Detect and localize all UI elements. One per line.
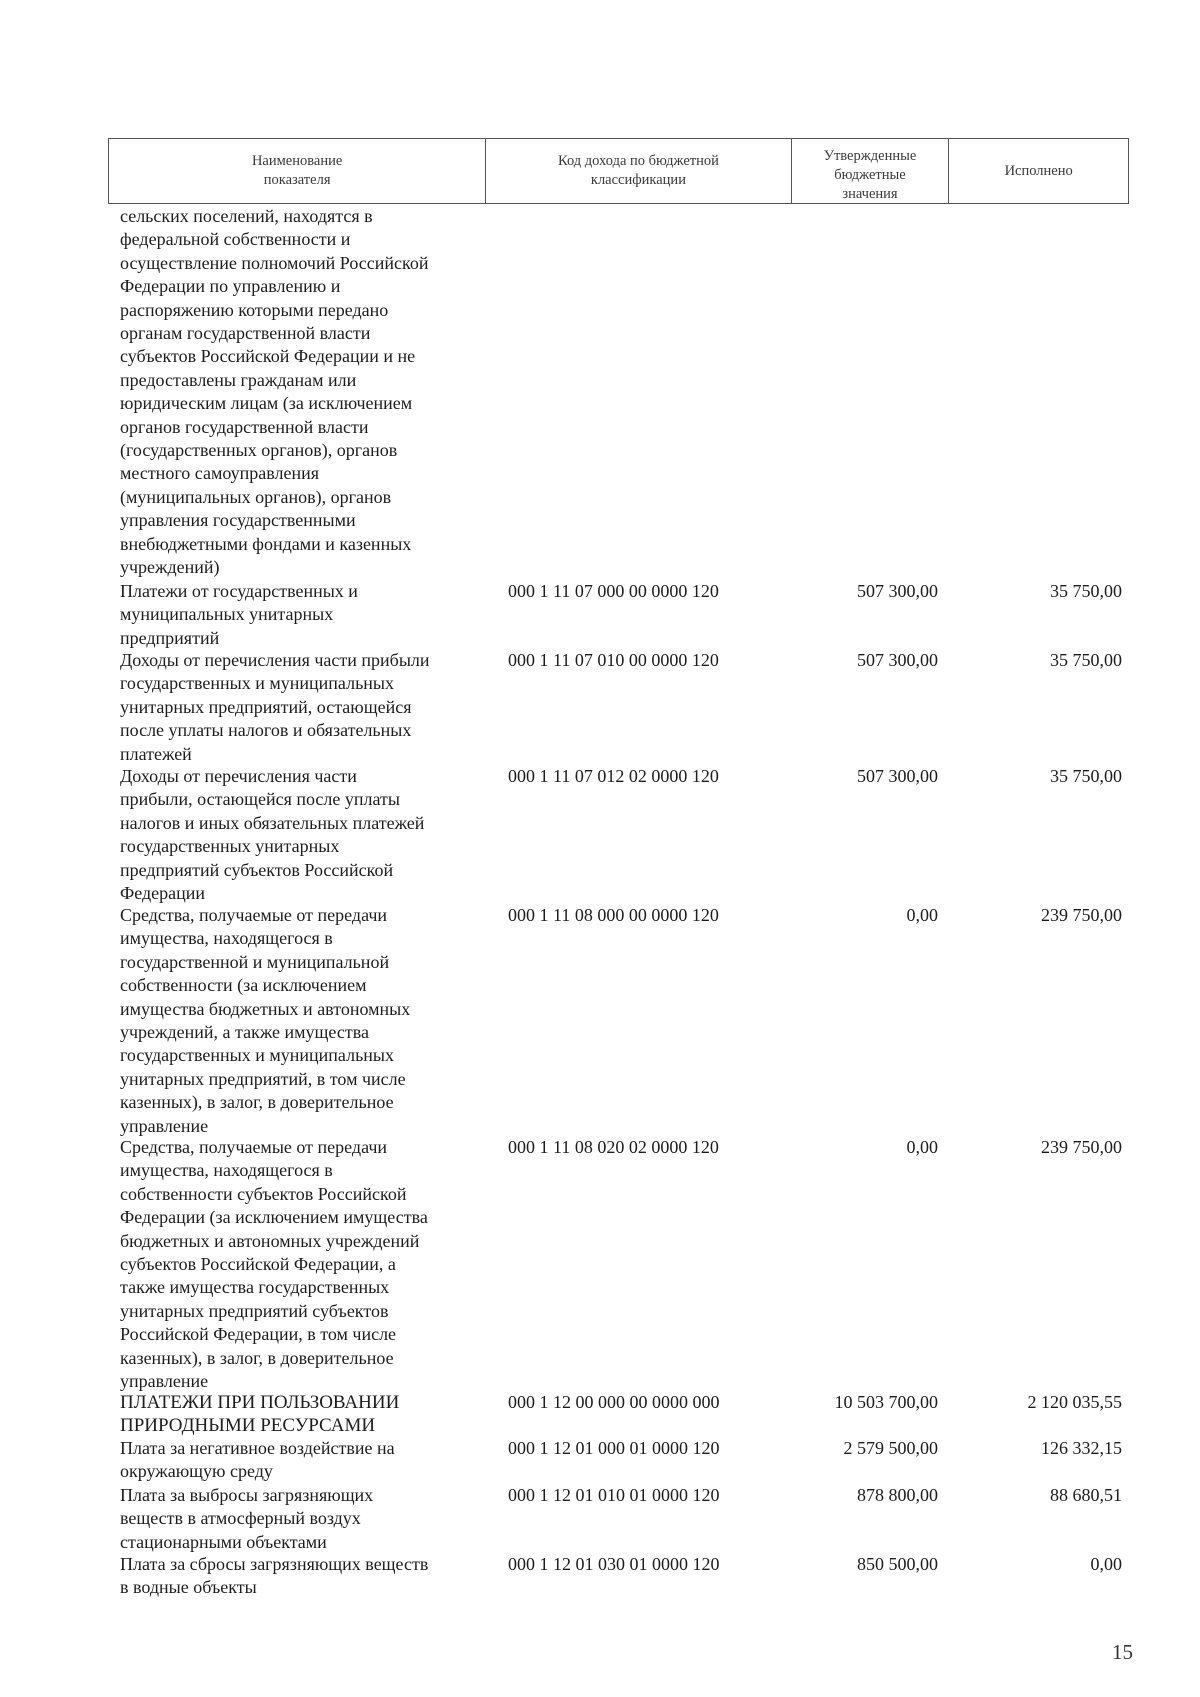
row-name: Доходы от перечисления части прибыли государственных и муниципальных унитарных предприятий, остающейся после уплаты налогов и обязательных платежей bbox=[120, 650, 430, 764]
row-executed: 2 120 035,55 bbox=[1027, 1392, 1122, 1412]
row-code: 000 1 11 07 000 00 0000 120 bbox=[508, 581, 719, 601]
row-name: Плата за негативное воздействие на окружающую среду bbox=[120, 1438, 395, 1482]
row-executed: 35 750,00 bbox=[1050, 581, 1122, 601]
row-name: Доходы от перечисления части прибыли, остающейся после уплаты налогов и иных обязательных платежей государственных унитарных предприятий субъектов Российской Федерации bbox=[120, 766, 425, 904]
row-approved: 850 500,00 bbox=[857, 1554, 938, 1574]
row-executed: 126 332,15 bbox=[1041, 1438, 1122, 1458]
row-code: 000 1 11 07 012 02 0000 120 bbox=[508, 766, 719, 786]
row-name: ПЛАТЕЖИ ПРИ ПОЛЬЗОВАНИИ ПРИРОДНЫМИ РЕСУРСАМИ bbox=[120, 1392, 400, 1436]
row-name: Плата за выбросы загрязняющих веществ в атмосферный воздух стационарными объектами bbox=[120, 1485, 374, 1552]
header-code bbox=[486, 139, 791, 203]
row-code: 000 1 11 08 000 00 0000 120 bbox=[508, 905, 719, 925]
row-code: 000 1 12 00 000 00 0000 000 bbox=[508, 1392, 720, 1412]
row-approved: 0,00 bbox=[906, 1137, 938, 1157]
row-approved: 878 800,00 bbox=[857, 1485, 938, 1505]
header-executed-label: Исполнено bbox=[1004, 162, 1073, 179]
header-executed bbox=[949, 139, 1128, 203]
row-code: 000 1 12 01 010 01 0000 120 bbox=[508, 1485, 720, 1505]
header-name bbox=[109, 139, 486, 203]
table-header bbox=[108, 138, 1129, 204]
row-code: 000 1 11 08 020 02 0000 120 bbox=[508, 1137, 719, 1157]
header-code-label: Код дохода по бюджетной классификации bbox=[558, 153, 719, 188]
row-code: 000 1 11 07 010 00 0000 120 bbox=[508, 650, 719, 670]
row-name: Средства, получаемые от передачи имущества, находящегося в собственности субъектов Российской Федерации (за исключением имущества бюджетных и автономных учреждений субъектов Российской Федерации, а также имущества государственных унитарных предприятий субъектов Российской Федерации, в том числе казенных), в залог, в доверительное управление bbox=[120, 1137, 428, 1392]
row-executed: 88 680,51 bbox=[1050, 1485, 1122, 1505]
row-executed: 35 750,00 bbox=[1050, 650, 1122, 670]
row-executed: 239 750,00 bbox=[1041, 905, 1122, 925]
row-approved: 507 300,00 bbox=[857, 766, 938, 786]
row-approved: 0,00 bbox=[906, 905, 938, 925]
page-number: 15 bbox=[1112, 1640, 1133, 1664]
row-code: 000 1 12 01 000 01 0000 120 bbox=[508, 1438, 720, 1458]
row-approved: 507 300,00 bbox=[857, 581, 938, 601]
row-executed: 239 750,00 bbox=[1041, 1137, 1122, 1157]
row-code: 000 1 12 01 030 01 0000 120 bbox=[508, 1554, 720, 1574]
row-name: Средства, получаемые от передачи имущества, находящегося в государственной и муниципальной собственности (за исключением имущества бюджетных и автономных учреждений, а также имущества государственных и муниципальных унитарных предприятий, в том числе казенных), в залог, в доверительное управление bbox=[120, 905, 411, 1136]
row-name: сельских поселений, находятся в федеральной собственности и осуществление полномочий Российской Федерации по управлению и распоряжению которыми передано органам государственной власти субъектов Российской Федерации и не предоставлены гражданам или юридическим лицам (за исключением органов государственной власти (государственных органов), органов местного самоуправления (муниципальных органов), органов управления государственными внебюджетными фондами и казенных учреждений) bbox=[120, 206, 429, 578]
row-approved: 2 579 500,00 bbox=[843, 1438, 938, 1458]
row-name: Платежи от государственных и муниципальных унитарных предприятий bbox=[120, 581, 358, 648]
header-approved bbox=[792, 139, 950, 203]
header-approved-label: Утвержденные бюджетные значения bbox=[823, 147, 917, 202]
row-executed: 35 750,00 bbox=[1050, 766, 1122, 786]
header-name-label: Наименование показателя bbox=[251, 153, 343, 188]
row-executed: 0,00 bbox=[1090, 1554, 1122, 1574]
row-approved: 10 503 700,00 bbox=[834, 1392, 938, 1412]
row-name: Плата за сбросы загрязняющих веществ в водные объекты bbox=[120, 1554, 429, 1598]
row-approved: 507 300,00 bbox=[857, 650, 938, 670]
